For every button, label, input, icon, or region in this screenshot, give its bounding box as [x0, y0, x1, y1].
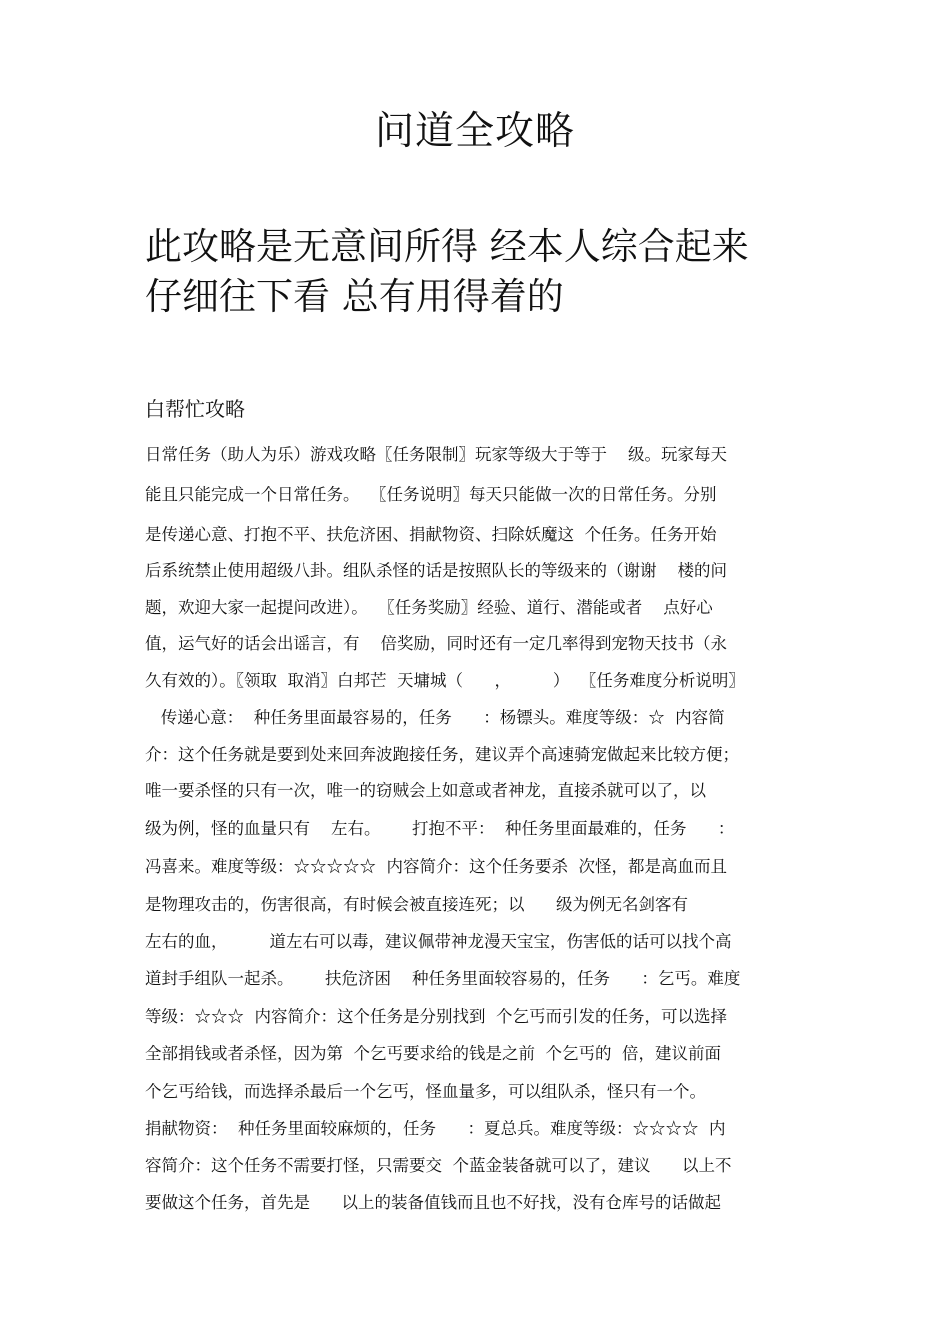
- body-text-line: 左右的血， 道左右可以毒，建议佩带神龙漫天宝宝，伤害低的话可以找个高: [145, 932, 732, 951]
- body-text-line: 是物理攻击的，伤害很高，有时候会被直接连死；以 级为例无名剑客有: [145, 895, 688, 914]
- body-text-line: 久有效的）。〖领取 取消〗白邦芒 天墉城（ ， ） 〖任务难度分析说明〗: [145, 671, 745, 690]
- body-text-line: 冯喜来。难度等级：☆☆☆☆☆ 内容简介：这个任务要杀 次怪，都是高血而且: [145, 857, 727, 876]
- body-text-line: 级为例，怪的血量只有 左右。 打抱不平： 种任务里面最难的，任务 ：: [145, 819, 735, 838]
- subtitle-line: 仔细往下看 总有用得着的: [145, 275, 564, 318]
- body-text-line: 道封手组队一起杀。 扶危济困 种任务里面较容易的，任务 ：乞丐。难度: [145, 969, 741, 988]
- body-text-line: 传递心意： 种任务里面最容易的，任务 ：杨镖头。难度等级：☆ 内容简: [145, 708, 725, 727]
- body-text-line: 唯一要杀怪的只有一次，唯一的窃贼会上如意或者神龙，直接杀就可以了，以: [145, 781, 706, 800]
- body-text-line: 容简介：这个任务不需要打怪，只需要交 个蓝金装备就可以了，建议 以上不: [145, 1156, 732, 1175]
- body-text-line: 介：这个任务就是要到处来回奔波跑接任务，建议弄个高速骑宠做起来比较方便；: [145, 745, 739, 764]
- body-text-line: 全部捐钱或者杀怪，因为第 个乞丐要求给的钱是之前 个乞丐的 倍，建议前面: [145, 1044, 721, 1063]
- body-text-line: 是传递心意、打抱不平、扶危济困、捐献物资、扫除妖魔这 个任务。任务开始: [145, 525, 717, 544]
- body-text-line: 要做这个任务，首先是 以上的装备值钱而且也不好找，没有仓库号的话做起: [145, 1193, 721, 1212]
- section-heading: 白帮忙攻略: [145, 397, 245, 421]
- document-title: 问道全攻略: [374, 109, 575, 154]
- body-text-line: 捐献物资： 种任务里面较麻烦的，任务 ：夏总兵。难度等级：☆☆☆☆ 内: [145, 1119, 726, 1138]
- body-text-line: 能且只能完成一个日常任务。 〖任务说明〗每天只能做一次的日常任务。分别: [145, 485, 717, 504]
- subtitle-line: 此攻略是无意间所得 经本人综合起来: [145, 225, 749, 268]
- body-text-line: 日常任务（助人为乐）游戏攻略〖任务限制〗玩家等级大于等于 级。玩家每天: [145, 445, 727, 464]
- body-text-line: 等级：☆☆☆ 内容简介：这个任务是分别找到 个乞丐而引发的任务，可以选择: [145, 1007, 727, 1026]
- body-text-line: 题，欢迎大家一起提问改进）。 〖任务奖励〗经验、道行、潜能或者 点好心: [145, 598, 713, 617]
- body-text-line: 后系统禁止使用超级八卦。组队杀怪的话是按照队长的等级来的（谢谢 楼的问: [145, 561, 727, 580]
- body-text-line: 值，运气好的话会出谣言，有 倍奖励，同时还有一定几率得到宠物天技书（永: [145, 634, 727, 653]
- body-text-line: 个乞丐给钱，而选择杀最后一个乞丐，怪血量多，可以组队杀，怪只有一个。: [145, 1082, 706, 1101]
